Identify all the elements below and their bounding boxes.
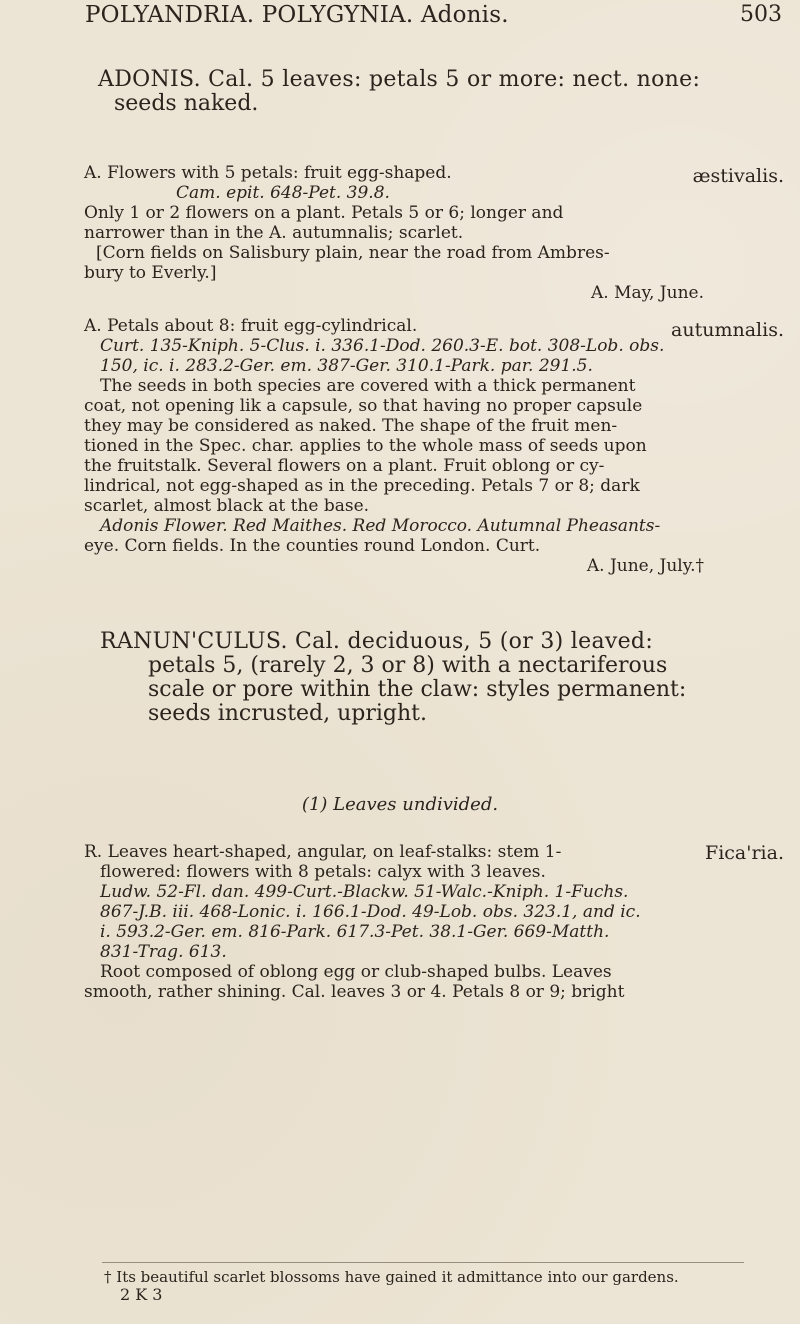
species-autumnalis-diagnosis: A. Petals about 8: fruit egg-cylindrical. — [84, 316, 418, 336]
species-ficaria-label: Fica'ria. — [705, 842, 784, 864]
footnote-block — [104, 1268, 744, 1304]
species-aestivalis-text-2: narrower than in the A. autumnalis; scarlet. — [84, 223, 464, 243]
species-aestivalis-text-1: Only 1 or 2 flowers on a plant. Petals 5 or 6; longer and — [84, 203, 564, 223]
species-ficaria-reference-3: i. 593.2-Ger. em. 816-Park. 617.3-Pet. 38.1-Ger. 669-Matth. — [100, 922, 610, 942]
species-autumnalis-text-7: scarlet, almost black at the base. — [84, 496, 370, 516]
species-autumnalis-common-names: Adonis Flower. Red Maithes. Red Morocco. Autumnal Pheasants- — [100, 516, 661, 536]
adonis-seeds-line: seeds naked. — [114, 91, 259, 116]
species-autumnalis-habitat: eye. Corn fields. In the counties round London. Curt. — [84, 536, 541, 556]
species-autumnalis-reference-2: 150, ic. i. 283.2-Ger. em. 387-Ger. 310.1-Park. par. 291.5. — [100, 356, 593, 376]
page-number: 503 — [740, 2, 782, 27]
species-ficaria-diagnosis-2: flowered: flowers with 8 petals: calyx with 3 leaves. — [100, 862, 546, 882]
species-ficaria-text-2: smooth, rather shining. Cal. leaves 3 or 4. Petals 8 or 9; bright — [84, 982, 625, 1002]
ranunculus-seeds-line: seeds incrusted, upright. — [148, 701, 428, 726]
ranunculus-genus-line: RANUN'CULUS. Cal. deciduous, 5 (or 3) leaved: — [100, 629, 654, 654]
ranunculus-petals-line: petals 5, (rarely 2, 3 or 8) with a nectariferous — [148, 653, 668, 678]
species-aestivalis-text-4: bury to Everly.] — [84, 263, 217, 283]
running-head-title: POLYANDRIA. POLYGYNIA. Adonis. — [85, 2, 509, 28]
footnote-rule — [102, 1262, 744, 1263]
species-aestivalis-block — [84, 163, 704, 303]
species-ficaria-block — [84, 842, 724, 1002]
species-autumnalis-text-1: The seeds in both species are covered with a thick permanent — [100, 376, 636, 396]
adonis-genus-line: ADONIS. Cal. 5 leaves: petals 5 or more: nect. none: — [98, 67, 701, 92]
species-autumnalis-text-4: tioned in the Spec. char. applies to the whole mass of seeds upon — [84, 436, 647, 456]
species-ficaria-reference-4: 831-Trag. 613. — [100, 942, 227, 962]
species-autumnalis-text-3: they may be considered as naked. The shape of the fruit men- — [84, 416, 618, 436]
species-aestivalis-label: æstivalis. — [692, 165, 784, 187]
adonis-genus-block — [98, 68, 718, 116]
species-ficaria-reference-2: 867-J.B. iii. 468-Lonic. i. 166.1-Dod. 49-Lob. obs. 323.1, and ic. — [100, 902, 641, 922]
species-ficaria-reference-1: Ludw. 52-Fl. dan. 499-Curt.-Blackw. 51-Walc.-Kniph. 1-Fuchs. — [100, 882, 629, 902]
running-header — [85, 2, 782, 42]
species-autumnalis-block — [84, 316, 704, 576]
species-ficaria-diagnosis-1: R. Leaves heart-shaped, angular, on leaf-stalks: stem 1- — [84, 842, 562, 862]
ranunculus-subheading: (1) Leaves undivided. — [301, 794, 499, 815]
species-ficaria-text-1: Root composed of oblong egg or club-shaped bulbs. Leaves — [100, 962, 612, 982]
ranunculus-scale-line: scale or pore within the claw: styles permanent: — [148, 677, 687, 702]
species-aestivalis-reference: Cam. epit. 648-Pet. 39.8. — [176, 183, 390, 203]
species-aestivalis-flowering: A. May, June. — [591, 283, 704, 303]
signature-mark: 2 K 3 — [120, 1285, 163, 1304]
species-autumnalis-label: autumnalis. — [671, 319, 784, 341]
footnote-text: † Its beautiful scarlet blossoms have gained it admittance into our gardens. — [104, 1268, 679, 1286]
species-autumnalis-text-6: lindrical, not egg-shaped as in the preceding. Petals 7 or 8; dark — [84, 476, 640, 496]
ranunculus-genus-block — [100, 630, 730, 726]
species-aestivalis-diagnosis: A. Flowers with 5 petals: fruit egg-shaped. — [84, 163, 452, 183]
species-autumnalis-flowering: A. June, July.† — [586, 556, 704, 576]
species-autumnalis-text-2: coat, not opening lik a capsule, so that having no proper capsule — [84, 396, 643, 416]
species-autumnalis-text-5: the fruitstalk. Several flowers on a plant. Fruit oblong or cy- — [84, 456, 605, 476]
species-autumnalis-reference-1: Curt. 135-Kniph. 5-Clus. i. 336.1-Dod. 260.3-E. bot. 308-Lob. obs. — [100, 336, 665, 356]
species-aestivalis-text-3: [Corn fields on Salisbury plain, near the road from Ambres- — [96, 243, 610, 263]
